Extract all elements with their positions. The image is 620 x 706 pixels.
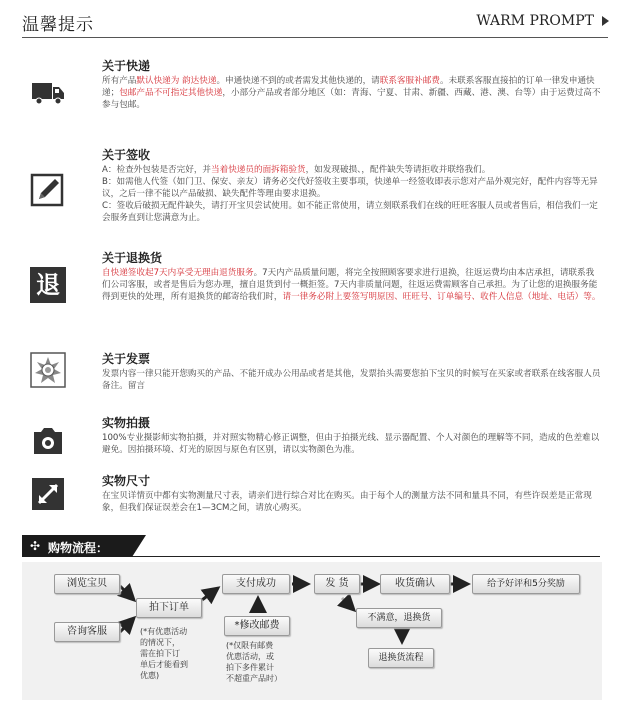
- flow-arrow: [120, 618, 134, 632]
- section-invoice: [0, 350, 620, 400]
- note-line: (*有优惠活动: [140, 627, 188, 636]
- section-title: 关于签收: [102, 148, 151, 162]
- section-title: 关于快递: [102, 59, 151, 73]
- step-receive: 收货确认: [380, 574, 450, 594]
- highlight-text: 默认快递为 韵达快递: [136, 76, 217, 86]
- camera-icon: [30, 422, 66, 458]
- header-title: 温馨提示: [22, 15, 94, 35]
- body-text: 在宝贝详情页中都有实物测量尺寸表，请亲们进行综合对比在购买。由于每个人的测量方法不同和量具不同，有些许误差是正常现象，但我们保证误差会在1—3CM之间，请放心购买。: [102, 491, 592, 513]
- pencil-icon: [30, 172, 66, 208]
- highlight-text: 当着快递员的面拆箱验货: [211, 165, 306, 175]
- step-pay: 支付成功: [222, 574, 290, 594]
- section-title: 关于发票: [102, 352, 151, 366]
- section-signing: [0, 146, 620, 236]
- note-modify-shipping: [226, 640, 296, 684]
- section-body: [102, 368, 602, 392]
- body-text: ，小部分产品或者部分地区（如：青海、宁夏、甘肃、新疆、西藏、港、澳、台等）由于运费过高不参与包邮。: [102, 88, 601, 110]
- return-icon: [30, 267, 66, 303]
- body-text: 。7天内产品质量问题，将完全按照顾客要求进行退换，往返运费均由本店承担，请联系我们公司客服，或者是售后为您办理，擅自退货到付一概拒签。7天内非质量问题，往返运费需顾客自己承担。为了让您的退换服务能得到更快的处理，所有退换货的邮寄给我们时，: [102, 268, 598, 302]
- section-body: [102, 432, 602, 456]
- flow-arrow: [202, 588, 218, 600]
- section-photography: [0, 414, 620, 464]
- note-line: 拍下多件累计: [226, 663, 274, 672]
- step-modify-shipping: *修改邮费: [224, 616, 290, 636]
- step-review: 给予好评和5分奖励: [472, 574, 580, 594]
- shopping-flow-header: [22, 535, 602, 559]
- note-line: 的情况下，: [140, 638, 180, 647]
- note-order-discount: [140, 626, 200, 681]
- flow-tab: [22, 535, 132, 557]
- body-text: A：检查外包装是否完好，并: [102, 165, 212, 175]
- section-returns: [0, 249, 620, 329]
- section-title: 关于退换货: [102, 251, 163, 265]
- step-unhappy-return: 不满意，退换货: [356, 608, 442, 628]
- body-text: B：如需他人代签（如门卫、保安、亲友）请务必交代好签收主要事项，快递单一经签收即表示您对产品外观完好，配件内容等无异议，之后一律不能以产品破损、缺失配件等理由要求退换。: [102, 177, 598, 199]
- section-body: [102, 267, 602, 303]
- body-text: ，如发现破损、，配件缺失等请拒收并联络我们。: [305, 165, 491, 175]
- note-line: 优惠): [140, 671, 160, 680]
- section-express: [0, 57, 620, 117]
- step-ship: 发 货: [314, 574, 360, 594]
- body-text: 所有产品: [102, 76, 137, 86]
- step-consult: 咨询客服: [54, 622, 120, 642]
- body-text: 。未联系客服直接拍的订单一律发申通快递；: [102, 76, 595, 98]
- truck-icon: [30, 73, 66, 109]
- triangle-right-icon: [602, 16, 609, 26]
- invoice-badge-icon: [30, 352, 66, 388]
- note-line: 需在拍下订: [140, 649, 180, 658]
- flow-arrow: [342, 598, 354, 610]
- header-title-en: WARM PROMPT: [476, 13, 594, 29]
- warm-prompt-header: [0, 0, 620, 42]
- section-title: 实物拍摄: [102, 416, 151, 430]
- highlight-text: 请一律务必附上要签写明原因、旺旺号、订单编号、收件人信息（地址、电话）等。: [282, 292, 601, 302]
- highlight-text: 联系客服补邮费: [379, 76, 440, 86]
- move-arrows-icon: ✣: [30, 539, 41, 553]
- section-title: 实物尺寸: [102, 474, 151, 488]
- section-body: [102, 164, 602, 224]
- note-line: 单后才能看到: [140, 660, 188, 669]
- section-body: [102, 75, 602, 111]
- section-body: [102, 490, 602, 514]
- return-glyph: 退: [36, 271, 60, 299]
- highlight-text: 包邮产品不可指定其他快递: [119, 88, 223, 98]
- body-text: 发票内容一律只能开您购买的产品、不能开成办公用品或者是其他，发票抬头需要您拍下宝贝的时候写在买家或者联系在线客服人员备注。留言: [102, 369, 601, 391]
- body-text: 100%专业摄影师实物拍摄，并对照实物精心修正调整，但由于拍摄光线、显示器配置、个人对颜色的理解等不同，造成的色差难以避免。因拍摄环境、灯光的原因与原色有区别，请以实物颜色为准。: [102, 433, 600, 455]
- flow-arrow: [120, 586, 134, 600]
- note-line: 优惠活动，或: [226, 652, 274, 661]
- body-text: C：签收后破损无配件缺失，请打开宝贝尝试使用。如不能正常使用，请立刻联系我们在线的旺旺客服人员或者售后，相信我们一定会服务直到让您满意为止。: [102, 201, 598, 223]
- highlight-text: 自快递签收起7天内享受无理由退货服务: [102, 268, 254, 278]
- step-order: 拍下订单: [136, 598, 202, 618]
- shopping-flow-diagram: [22, 562, 602, 700]
- note-line: 不超重产品时）: [226, 674, 282, 683]
- note-line: (*仅限有邮费: [226, 641, 274, 650]
- step-browse: 浏览宝贝: [54, 574, 120, 594]
- flow-title: 购物流程：: [48, 541, 109, 555]
- divider: [22, 37, 608, 38]
- body-text: 。申通快递不到的或者需发其他快递的，请: [216, 76, 380, 86]
- section-size: [0, 472, 620, 522]
- step-return-process: 退换货流程: [368, 648, 434, 668]
- resize-arrows-icon: [30, 476, 66, 512]
